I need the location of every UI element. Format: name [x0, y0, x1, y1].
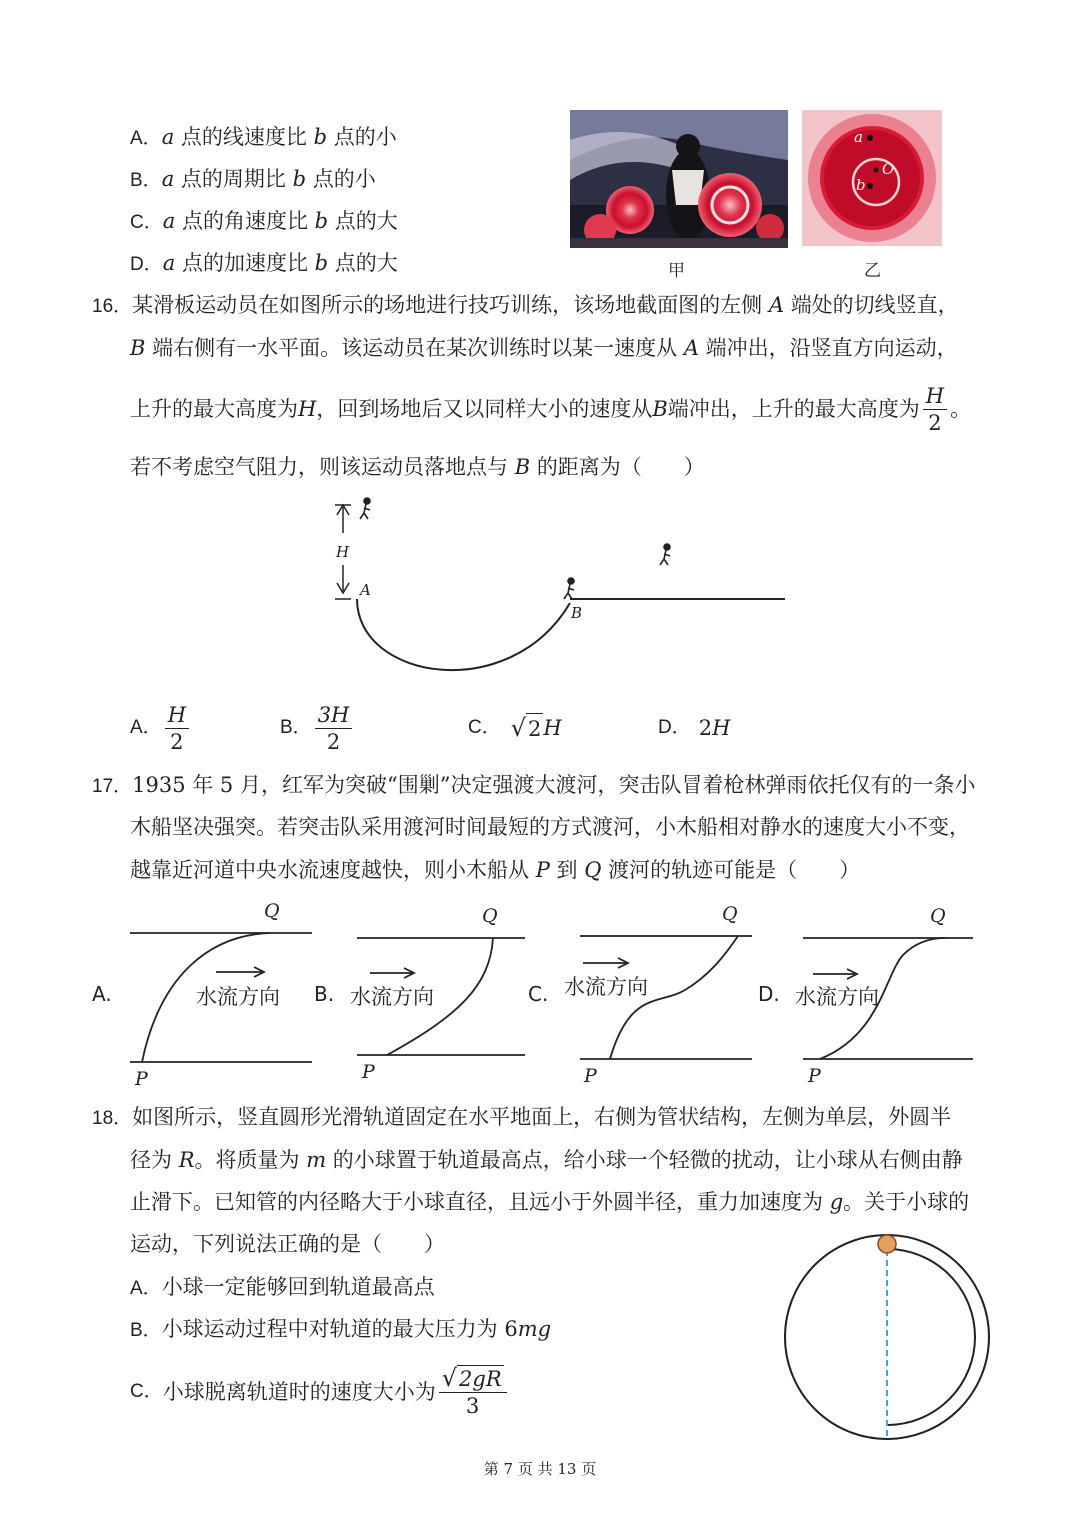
- panel-c-q: Q: [722, 903, 738, 925]
- q18-option-c-fraction: $\frac{√2gR}{3}$: [439, 1365, 507, 1419]
- panel-a-label: A.: [92, 982, 112, 1006]
- q17-line1: 17．1935 年 5 月，红军为突破“围剿”决定强渡大渡河，突击队冒着枪林弹雨依托仅有的一条小: [92, 773, 976, 797]
- panel-a-flow: 水流方向: [196, 985, 280, 1009]
- panel-b-p: P: [362, 1061, 375, 1083]
- q15-option-c: C．a 点的角速度比 b 点的大: [130, 209, 398, 233]
- q18-option-a: A．小球一定能够回到轨道最高点: [130, 1275, 435, 1299]
- diagram-label-h: H: [336, 543, 350, 561]
- panel-d-p: P: [808, 1065, 821, 1087]
- q16-option-d: D． 2 H: [658, 716, 731, 740]
- q16-option-c: C． √ 2 H: [468, 714, 562, 742]
- q16-line1: 16．某滑板运动员在如图所示的场地进行技巧训练，该场地截面图的左侧 A 端处的切线竖直，: [92, 293, 959, 317]
- panel-d-q: Q: [930, 905, 946, 927]
- panel-a-q: Q: [264, 900, 280, 922]
- panel-a-p: P: [135, 1068, 148, 1090]
- q18-circle-track: [780, 1232, 995, 1442]
- panel-d-flow: 水流方向: [795, 985, 879, 1009]
- q16-diagram: [320, 495, 790, 685]
- panel-b-flow: 水流方向: [350, 985, 434, 1009]
- photo-label-a: a: [854, 128, 863, 146]
- q18-line1: 18．如图所示，竖直圆形光滑轨道固定在水平地面上，右侧为管状结构，左侧为单层，外圆半: [92, 1105, 952, 1129]
- q16-option-a: A． $\frac{H}{2}$: [130, 698, 192, 758]
- q16-line3: 上升的最大高度为 H ，回到场地后又以同样大小的速度从 B 端冲出，上升的最大高度为 $\frac{H}{2}$ 。: [130, 383, 972, 435]
- photo-yi: [802, 110, 942, 246]
- skater-icon-air: [660, 544, 670, 565]
- q17-panels: [0, 895, 1080, 1095]
- skater-icon-b: [564, 578, 574, 599]
- photo-label-o: O: [882, 160, 895, 178]
- ball-icon: [878, 1235, 896, 1253]
- q18-option-c: C． 小球脱离轨道时的速度大小为 $\frac{√2gR}{3}$: [130, 1360, 510, 1424]
- q15-option-b: B．a 点的周期比 b 点的小: [130, 167, 376, 191]
- fig-label-yi: 乙: [864, 261, 881, 281]
- panel-b-q: Q: [482, 905, 498, 927]
- q16-option-b: B． $\frac{3H}{2}$: [280, 698, 355, 758]
- q15-option-d: D．a 点的加速度比 b 点的大: [130, 251, 398, 275]
- q18-line3: 止滑下。已知管的内径略大于小球直径，且远小于外圆半径，重力加速度为 g。关于小球的: [130, 1190, 970, 1214]
- panel-d-label: D.: [758, 982, 780, 1006]
- panel-c-p: P: [584, 1065, 597, 1087]
- page-footer: 第 7 页 共 13 页: [483, 1460, 597, 1478]
- panel-c-label: C.: [528, 982, 549, 1006]
- panel-b-label: B.: [314, 982, 335, 1006]
- skater-icon: [360, 498, 370, 519]
- photo-jia: [570, 110, 788, 248]
- q16-fraction: $\frac{H}{2}$: [923, 383, 947, 436]
- q15-option-a: A．a 点的线速度比 b 点的小: [130, 125, 397, 149]
- q18-line4: 运动，下列说法正确的是（ ）: [130, 1232, 445, 1256]
- photo-label-b: b: [856, 176, 866, 194]
- diagram-label-a: A: [360, 581, 371, 599]
- q16-line4: 若不考虑空气阻力，则该运动员落地点与 B 的距离为（ ）: [130, 455, 705, 479]
- diagram-label-b: B: [571, 604, 583, 622]
- q18-option-b: B．小球运动过程中对轨道的最大压力为 6mg: [130, 1317, 552, 1341]
- fig-label-jia: 甲: [668, 261, 685, 281]
- q18-line2: 径为 R。将质量为 m 的小球置于轨道最高点，给小球一个轻微的扰动，让小球从右侧由静: [130, 1148, 963, 1172]
- q16-line2: B 端右侧有一水平面。该运动员在某次训练时以某一速度从 A 端冲出，沿竖直方向运动，: [130, 336, 958, 360]
- q17-line3: 越靠近河道中央水流速度越快，则小木船从 P 到 Q 渡河的轨迹可能是（ ）: [130, 858, 861, 882]
- panel-c-flow: 水流方向: [564, 975, 648, 999]
- q17-line2: 木船坚决强突。若突击队采用渡河时间最短的方式渡河，小木船相对静水的速度大小不变，: [130, 815, 970, 839]
